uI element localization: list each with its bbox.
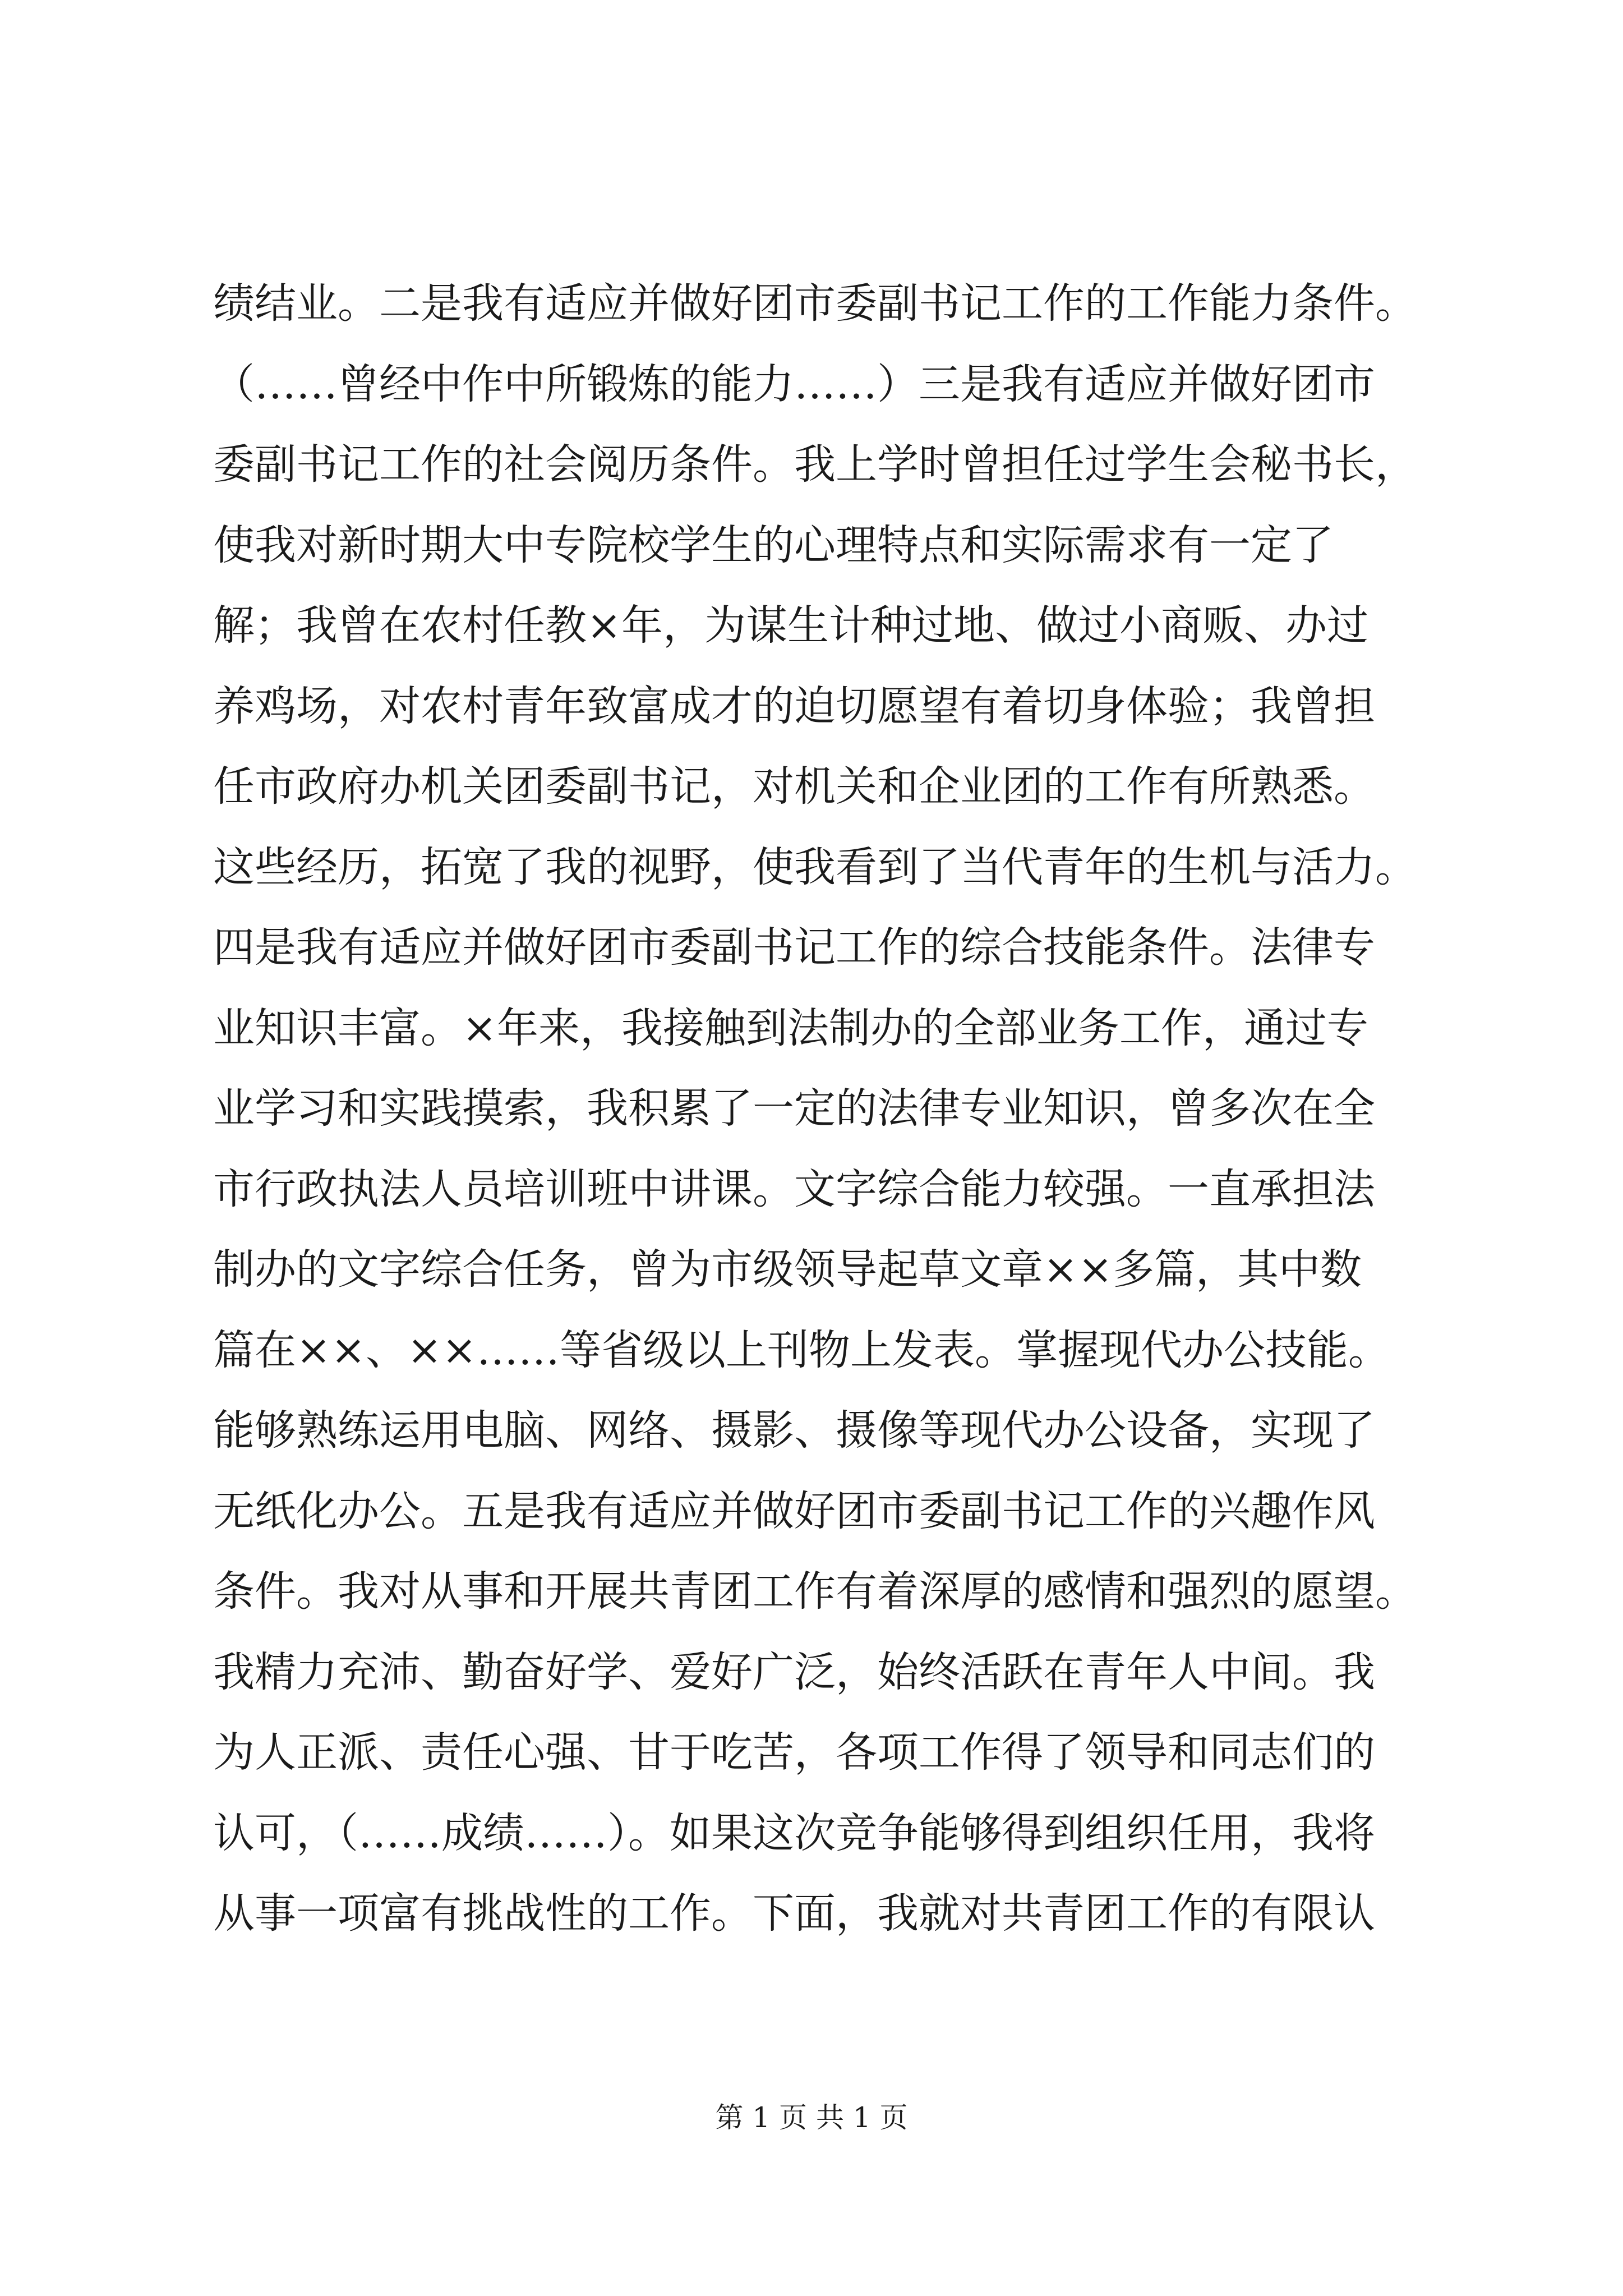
body-line: 从事一项富有挑战性的工作。下面，我就对共青团工作的有限认	[213, 1889, 1375, 1938]
body-line: 任市政府办机关团委副书记，对机关和企业团的工作有所熟悉。	[213, 762, 1375, 811]
body-line: 使我对新时期大中专院校学生的心理特点和实际需求有一定了	[213, 521, 1334, 569]
body-line: 认可，（……成绩……）。如果这次竞争能够得到组织任用，我将	[213, 1809, 1375, 1857]
body-line: 业知识丰富。×年来，我接触到法制办的全部业务工作，通过专	[213, 1004, 1369, 1052]
body-line: 业学习和实践摸索，我积累了一定的法律专业知识，曾多次在全	[213, 1084, 1375, 1133]
body-line: 篇在××、××……等省级以上刊物上发表。掌握现代办公技能。	[213, 1326, 1390, 1374]
page-footer	[0, 2101, 1623, 2134]
body-line: 这些经历，拓宽了我的视野，使我看到了当代青年的生机与活力。	[213, 843, 1417, 891]
body-line: 无纸化办公。五是我有适应并做好团市委副书记工作的兴趣作风	[213, 1487, 1375, 1535]
body-line: 养鸡场，对农村青年致富成才的迫切愿望有着切身体验；我曾担	[213, 682, 1375, 730]
document-body	[213, 264, 1481, 1954]
body-line: 为人正派、责任心强、甘于吃苦，各项工作得了领导和同志们的	[213, 1728, 1375, 1777]
body-line: 制办的文字综合任务，曾为市级领导起草文章××多篇，其中数	[213, 1245, 1362, 1294]
body-line: （……曾经中作中所锻炼的能力……）三是我有适应并做好团市	[213, 360, 1375, 408]
page-number: 第 1 页 共 1 页	[715, 2101, 908, 2134]
body-line: 四是我有适应并做好团市委副书记工作的综合技能条件。法律专	[213, 923, 1375, 972]
body-line: 委副书记工作的社会阅历条件。我上学时曾担任过学生会秘书长，	[213, 440, 1417, 489]
body-line: 解；我曾在农村任教×年，为谋生计种过地、做过小商贩、办过	[213, 601, 1369, 650]
body-line: 条件。我对从事和开展共青团工作有着深厚的感情和强烈的愿望。	[213, 1567, 1417, 1616]
body-line: 市行政执法人员培训班中讲课。文字综合能力较强。一直承担法	[213, 1165, 1375, 1213]
body-line: 我精力充沛、勤奋好学、爱好广泛，始终活跃在青年人中间。我	[213, 1648, 1375, 1696]
body-line: 能够熟练运用电脑、网络、摄影、摄像等现代办公设备，实现了	[213, 1406, 1375, 1455]
body-line: 绩结业。二是我有适应并做好团市委副书记工作的工作能力条件。	[213, 279, 1417, 328]
